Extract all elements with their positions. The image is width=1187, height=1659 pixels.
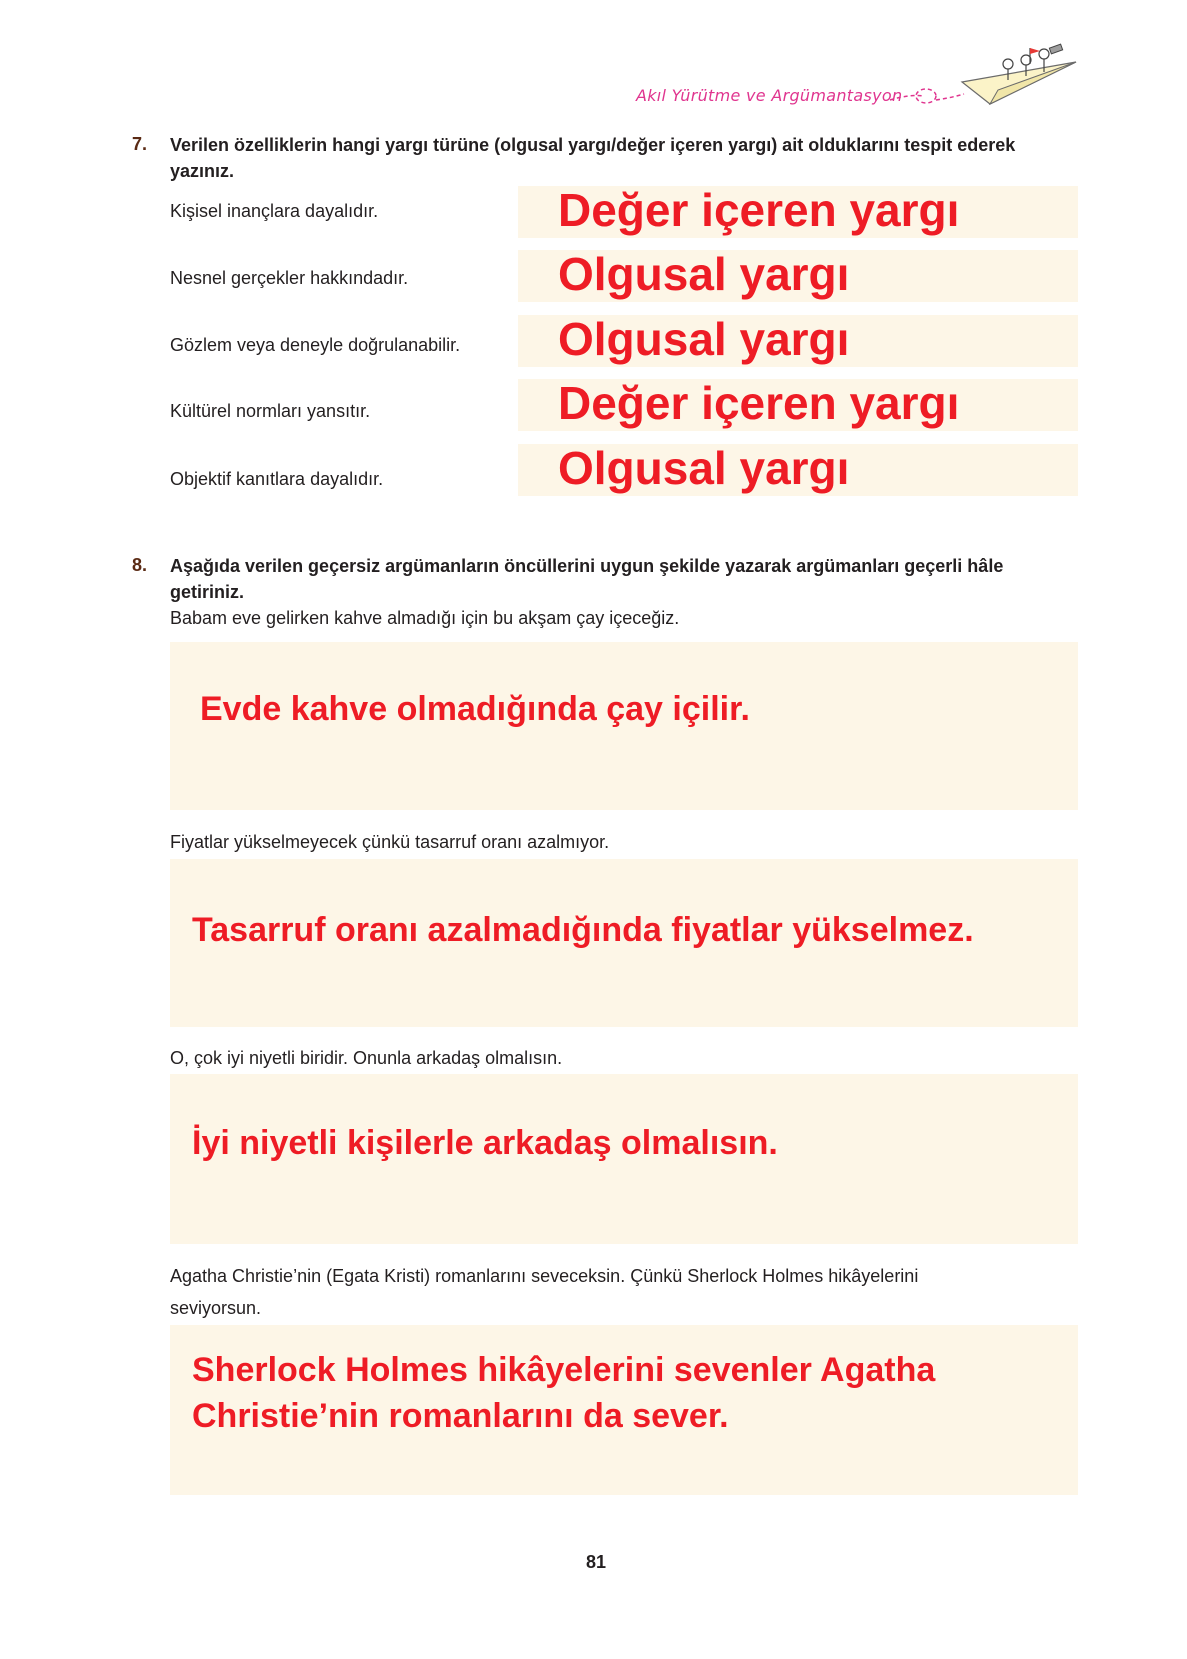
q8-answer-line2: Christie’nin romanlarını da sever.	[192, 1397, 729, 1435]
q7-row-label: Kültürel normları yansıtır.	[170, 401, 371, 421]
q8-prompt: O, çok iyi niyetli biridir. Onunla arkadaş olmalısın.	[170, 1048, 563, 1068]
q7-answer-box[interactable]	[518, 315, 1078, 367]
q8-answer-box[interactable]	[170, 1325, 1078, 1495]
question-7-text-line2: yazınız.	[170, 161, 235, 181]
question-8-text	[170, 553, 1090, 605]
q8-answer-box[interactable]	[170, 1074, 1078, 1244]
q7-answer-box[interactable]	[518, 186, 1078, 238]
q8-answer-box[interactable]	[170, 859, 1078, 1027]
q8-answer-text: Tasarruf oranı azalmadığında fiyatlar yükselmez.	[192, 911, 974, 949]
q8-prompt-line2: seviyorsun.	[170, 1298, 262, 1318]
q7-answer-text: Değer içeren yargı	[558, 184, 960, 236]
paper-plane-icon	[880, 38, 1090, 118]
q7-row-label: Objektif kanıtlara dayalıdır.	[170, 469, 384, 489]
question-8-number: 8.	[132, 555, 148, 575]
q8-answer-box[interactable]	[170, 642, 1078, 810]
q7-answer-text: Olgusal yargı	[558, 248, 850, 300]
q7-answer-text: Olgusal yargı	[558, 442, 850, 494]
q8-prompt: Babam eve gelirken kahve almadığı için bu akşam çay içeceğiz.	[170, 608, 680, 628]
q7-row-label: Gözlem veya deneyle doğrulanabilir.	[170, 335, 461, 355]
q7-answer-box[interactable]	[518, 379, 1078, 431]
chapter-title: Akıl Yürütme ve Argümantasyon	[636, 86, 903, 105]
q7-row-label: Kişisel inançlara dayalıdır.	[170, 201, 379, 221]
q7-row-label: Nesnel gerçekler hakkındadır.	[170, 268, 409, 288]
question-7-text-line1: Verilen özelliklerin hangi yargı türüne (olgusal yargı/değer içeren yargı) ait olduklarını tespit ederek	[170, 135, 1016, 155]
q8-answer-text: Evde kahve olmadığında çay içilir.	[200, 690, 750, 728]
q7-answer-box[interactable]	[518, 444, 1078, 496]
q8-prompt: Fiyatlar yükselmeyecek çünkü tasarruf oranı azalmıyor.	[170, 832, 610, 852]
q7-answer-text: Değer içeren yargı	[558, 377, 960, 429]
question-7-text	[170, 132, 1090, 184]
q7-answer-box[interactable]	[518, 250, 1078, 302]
q8-answer-text	[192, 1347, 935, 1439]
page-number: 81	[586, 1552, 607, 1572]
question-8-text-line1: Aşağıda verilen geçersiz argümanların öncüllerini uygun şekilde yazarak argümanları geçerli hâle	[170, 556, 1004, 576]
question-7-number: 7.	[132, 134, 148, 154]
q7-answer-text: Olgusal yargı	[558, 313, 850, 365]
question-8-text-line2: getiriniz.	[170, 582, 245, 602]
q8-answer-line1: Sherlock Holmes hikâyelerini sevenler Agatha	[192, 1351, 936, 1389]
q8-prompt-line1: Agatha Christie’nin (Egata Kristi) romanlarını seveceksin. Çünkü Sherlock Holmes hikâyelerini	[170, 1266, 919, 1286]
q8-answer-text: İyi niyetli kişilerle arkadaş olmalısın.	[192, 1124, 778, 1162]
q8-prompt	[170, 1260, 1070, 1324]
